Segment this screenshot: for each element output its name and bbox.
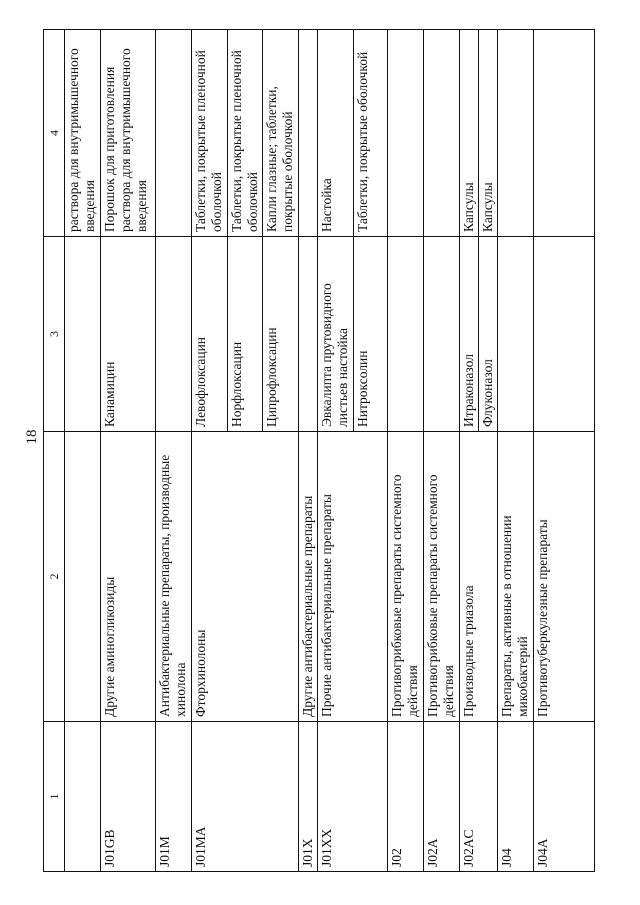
- atc-group-name: Другие антибактериальные препараты: [299, 432, 318, 722]
- table-row-j01x: [299, 30, 318, 872]
- medication-table-container: [43, 30, 595, 872]
- drug-name: Канамицин: [101, 237, 156, 432]
- drug-name: Ципрофлоксацин: [263, 237, 299, 432]
- dosage-form: Таблетки, покрытые оболочкой: [354, 30, 388, 237]
- dosage-form: Таблетки, покрытые пленочной оболочкой: [192, 30, 228, 237]
- table-row-j01ma: [192, 30, 228, 872]
- atc-group-name: Прочие антибактериальные препараты: [318, 432, 388, 722]
- atc-group-name: Фторхинолоны: [192, 432, 299, 722]
- header-col-2: 2: [44, 432, 65, 722]
- atc-code: J02AC: [460, 722, 498, 872]
- atc-code: J02: [388, 722, 424, 872]
- atc-group-name: Антибактериальные препараты, производные хинолона: [156, 432, 192, 722]
- table-row-continuation: [65, 30, 101, 872]
- dosage-form: Таблетки, покрытые пленочной оболочкой: [228, 30, 263, 237]
- table-row-j01gb: [101, 30, 156, 872]
- drug-name: Левофлоксацин: [192, 237, 228, 432]
- table-header-row: [44, 30, 65, 872]
- drug-name: Флуконазол: [479, 237, 498, 432]
- dosage-form: Капсулы: [479, 30, 498, 237]
- atc-group-name: Производные триазола: [460, 432, 498, 722]
- atc-group-name: Противотуберкулезные препараты: [534, 432, 595, 722]
- table-row-j01m: [156, 30, 192, 872]
- atc-code: J01GB: [101, 722, 156, 872]
- dosage-form: Капли глазные; таблетки, покрытые оболочкой: [263, 30, 299, 237]
- atc-code: J04A: [534, 722, 595, 872]
- table-row-j04: [498, 30, 534, 872]
- atc-group-name: Противогрибковые препараты системного действия: [388, 432, 424, 722]
- table-row-j02: [388, 30, 424, 872]
- dosage-form: раствора для внутримышечного введения: [65, 30, 101, 237]
- table-row-j02ac: [460, 30, 479, 872]
- header-col-3: 3: [44, 237, 65, 432]
- table-row-j01xx: [318, 30, 354, 872]
- dosage-form: Настойка: [318, 30, 354, 237]
- atc-group-name: Препараты, активные в отношении микобактерий: [498, 432, 534, 722]
- header-col-1: 1: [44, 722, 65, 872]
- drug-name: Норфлоксацин: [228, 237, 263, 432]
- atc-group-name: Противогрибковые препараты системного действия: [424, 432, 460, 722]
- drug-name: Итраконазол: [460, 237, 479, 432]
- atc-code: J02A: [424, 722, 460, 872]
- drug-name: Эвкалипта прутовидного листьев настойка: [318, 237, 354, 432]
- page-number: 18: [24, 429, 40, 445]
- atc-code: J04: [498, 722, 534, 872]
- dosage-form: Капсулы: [460, 30, 479, 237]
- header-col-4: 4: [44, 30, 65, 237]
- dosage-form: Порошок для приготовления раствора для внутримышечного введения: [101, 30, 156, 237]
- atc-code: J01MA: [192, 722, 299, 872]
- table-row-j04a: [534, 30, 595, 872]
- atc-code: J01M: [156, 722, 192, 872]
- atc-group-name: Другие аминогликозиды: [101, 432, 156, 722]
- atc-code: J01XX: [318, 722, 388, 872]
- table-row-j02a: [424, 30, 460, 872]
- medication-table: [43, 29, 595, 872]
- drug-name: Нитроксолин: [354, 237, 388, 432]
- atc-code: J01X: [299, 722, 318, 872]
